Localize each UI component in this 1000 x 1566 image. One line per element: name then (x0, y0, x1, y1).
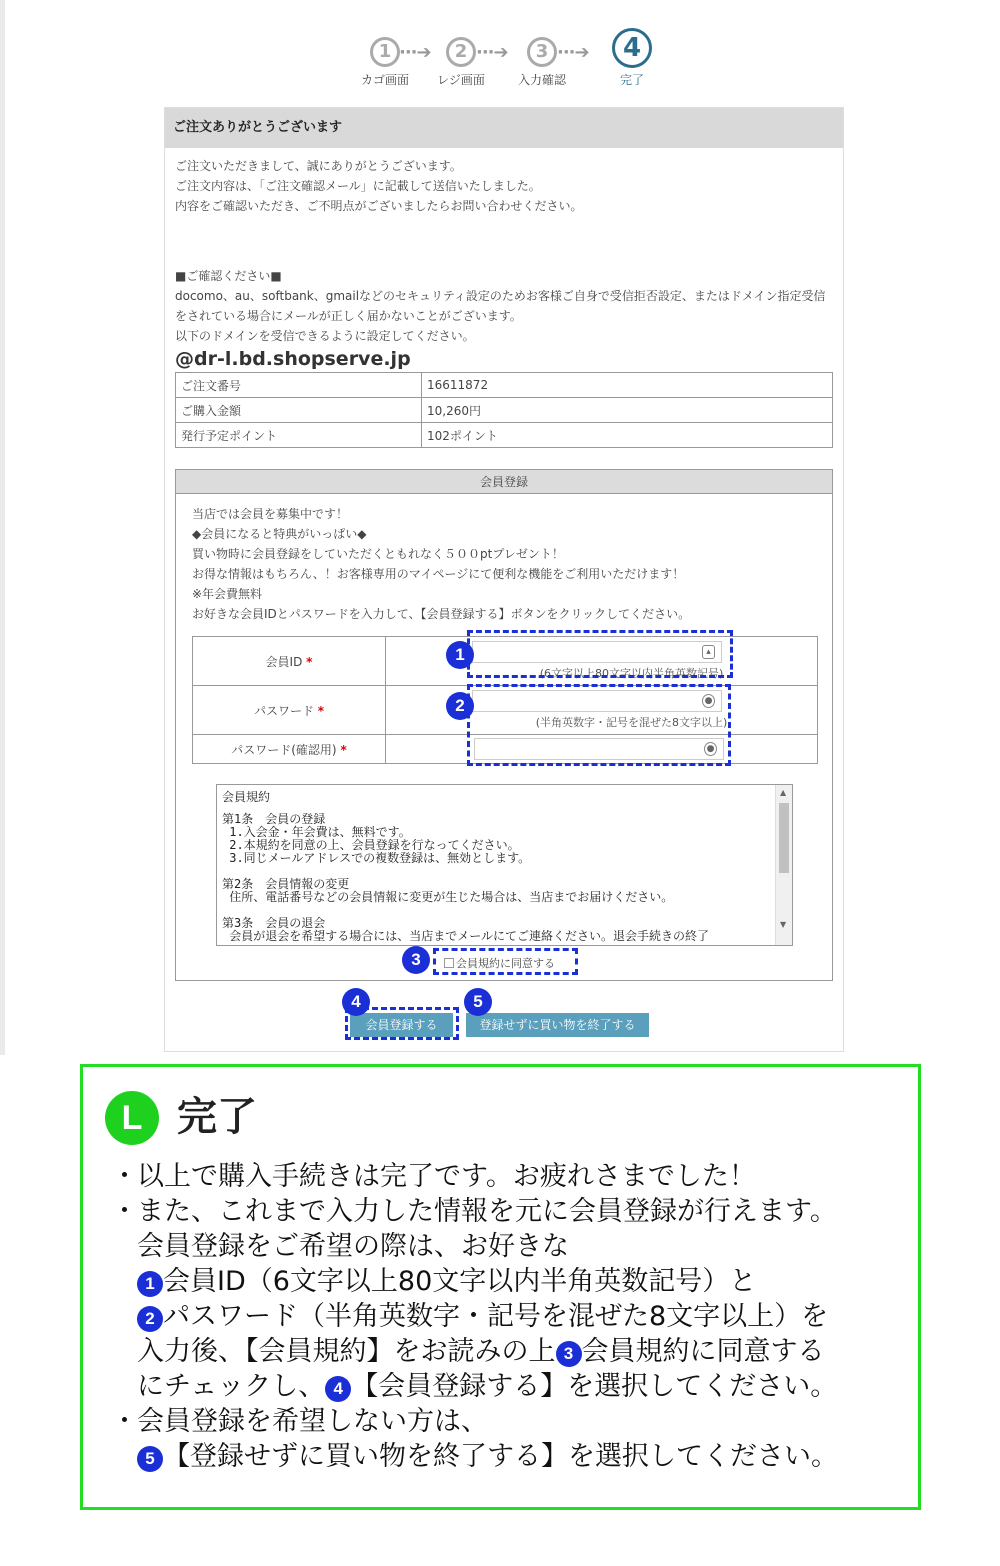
instruction-fragment: 会員規約に同意する (581, 1336, 825, 1367)
step-label: カゴ画面 (360, 73, 409, 87)
instruction-text: また、これまで入力した情報を元に会員登録が行えます。 (137, 1196, 837, 1227)
table-row (176, 423, 833, 448)
badge-2-inline: 2 (137, 1306, 163, 1332)
instruction-fragment: 会員ID（6文字以上80文字以内半角英数記号）と (163, 1266, 757, 1297)
agree-label: 会員規約に同意する (456, 957, 555, 970)
badge-4-inline: 4 (325, 1376, 351, 1402)
required-mark: * (317, 703, 325, 718)
step-arrow-icon: ···➔ (476, 42, 508, 63)
step-complete (602, 28, 662, 88)
badge-5: 5 (464, 988, 492, 1016)
notice-line: docomo、au、softbank、gmailなどのセキュリティ設定のためお客様ご自身で受信拒否設定、またはドメイン指定受信 (175, 289, 826, 303)
panel-title: ご注文ありがとうございます (165, 108, 843, 148)
label-text: パスワード (253, 703, 314, 718)
terms-scrollbar[interactable] (775, 785, 792, 945)
instruction-box (80, 1064, 921, 1510)
step-number: 3 (527, 37, 557, 67)
table-row (176, 373, 833, 398)
instruction-text: 会員登録を希望しない方は、 (137, 1406, 488, 1437)
order-complete-panel (164, 107, 844, 1052)
password-hint: (半角英数字・記号を混ぜた8文字以上) (535, 716, 728, 729)
table-row (176, 398, 833, 423)
intro-line: ご注文いただきまして、誠にありがとうございます。 (175, 159, 462, 173)
notice-line: をされている場合にメールが正しく届かないことがございます。 (175, 309, 522, 323)
required-mark: * (340, 742, 347, 757)
step-number: 2 (446, 37, 476, 67)
required-mark: * (306, 654, 313, 669)
registration-line: お好きな会員IDとパスワードを入力して、【会員登録する】ボタンをクリックしてください。 (192, 607, 691, 621)
step-number: 1 (370, 37, 400, 67)
instruction-fragment: 【会員登録する】を選択してください。 (351, 1371, 838, 1402)
badge-4: 4 (342, 988, 370, 1016)
registration-line: ◆会員になると特典がいっぱい◆ (192, 527, 367, 541)
highlight-member-id (467, 630, 733, 678)
notice-line: 以下のドメインを受信できるように設定してください。 (175, 329, 475, 343)
notice-line: ■ご確認ください■ (175, 269, 282, 283)
points-label: 発行予定ポイント (176, 423, 422, 448)
checkout-steps (355, 28, 675, 90)
instruction-item (111, 1404, 911, 1474)
badge-5-inline: 5 (137, 1446, 163, 1472)
instruction-fragment: にチェックし、 (137, 1371, 326, 1402)
points-value: 102ポイント (422, 423, 833, 448)
highlight-password (467, 684, 731, 766)
label-text: パスワード(確認用) (231, 742, 337, 757)
instruction-fragment: 【登録せずに買い物を終了する】を選択してください。 (163, 1441, 838, 1472)
instruction-text: 会員登録をご希望の際は、お好きな (137, 1231, 569, 1262)
instruction-text (137, 1439, 911, 1474)
instruction-body (111, 1159, 911, 1474)
password-label (193, 686, 386, 735)
member-id-hint: (6文字以上80文字以内半角英数記号) (539, 667, 724, 680)
step-arrow-icon: ···➔ (399, 42, 431, 63)
registration-line: お得な情報はもちろん、！お客様専用のマイページにて便利な機能をご利用いただけます！ (192, 567, 685, 581)
step-label: 完了 (619, 73, 644, 87)
notice-text (165, 266, 843, 346)
badge-3-inline: 3 (556, 1341, 582, 1367)
order-amount-label: ご購入金額 (176, 398, 422, 423)
order-number-label: ご注文番号 (176, 373, 422, 398)
page-left-edge (0, 0, 5, 1055)
step-l-icon: L (105, 1091, 159, 1145)
registration-description (176, 494, 832, 624)
registration-title: 会員登録 (176, 470, 832, 494)
instruction-text (137, 1299, 911, 1334)
registration-line: 買い物時に会員登録をしていただくともれなく５００ptプレゼント！ (192, 547, 564, 561)
bullet-mark: ・ (111, 1196, 138, 1227)
intro-line: ご注文内容は、「ご注文確認メール」に記載して送信いたしました。 (175, 179, 541, 193)
order-info-table (175, 372, 833, 448)
badge-1-inline: 1 (137, 1271, 163, 1297)
instruction-fragment: パスワード（半角英数字・記号を混ぜた8文字以上）を (163, 1301, 829, 1332)
terms-body: 第1条 会員の登録 1.入会金・年会費は、無料です。 2.本規約を同意の上、会員登録を行なってください。 3.同じメールアドレスでの複数登録は、無効とします。 第2条 会員情報の変更 住所、電話番号などの会員情報に変更が生じた場合は、当店までお届けください。 第3条 会員の退会 会員が退会を希望する場合には、当店までメールにてご連絡ください。退会手続きの終了 (222, 812, 709, 943)
instruction-item (111, 1159, 911, 1194)
intro-line: 内容をご確認いただき、ご不明点がございましたらお問い合わせください。 (175, 199, 583, 213)
label-text: 会員ID (265, 654, 303, 669)
scroll-up-icon[interactable]: ▲ (780, 788, 787, 797)
instruction-text: 以上で購入手続きは完了です。お疲れさまでした！ (137, 1161, 756, 1192)
scroll-thumb[interactable] (779, 803, 789, 873)
badge-2: 2 (446, 692, 474, 720)
highlight-agree (433, 948, 578, 975)
step-label: レジ画面 (437, 73, 485, 87)
registration-line: ※年会費無料 (192, 587, 263, 601)
instruction-text (137, 1334, 911, 1369)
step-arrow-icon: ···➔ (557, 42, 589, 63)
bullet-mark: ・ (111, 1406, 138, 1437)
terms-title: 会員規約 (222, 790, 271, 804)
order-amount-value: 10,260円 (422, 398, 833, 423)
terms-content (217, 785, 792, 943)
intro-text (165, 156, 843, 216)
order-number-value: 16611872 (422, 373, 833, 398)
registration-line: 当店では会員を募集中です！ (192, 507, 349, 521)
instruction-title: 完了 (177, 1094, 257, 1140)
key-icon: ● (702, 694, 715, 708)
bullet-mark: ・ (111, 1161, 138, 1192)
instruction-text (137, 1264, 911, 1299)
badge-3: 3 (402, 946, 430, 974)
scroll-down-icon[interactable]: ▼ (780, 920, 787, 929)
contact-card-icon: ▴ (702, 645, 715, 659)
instruction-text (137, 1369, 911, 1404)
instruction-fragment: 入力後、【会員規約】をお読みの上 (137, 1336, 556, 1367)
key-icon: ● (704, 742, 717, 756)
badge-1: 1 (446, 641, 474, 669)
member-id-label (193, 637, 386, 686)
instruction-item (111, 1194, 911, 1404)
mail-domain: @dr-l.bd.shopserve.jp (175, 348, 411, 370)
password-confirm-label (193, 735, 386, 764)
finish-without-register-button[interactable]: 登録せずに買い物を終了する (466, 1013, 649, 1037)
step-number: 4 (612, 28, 652, 68)
step-label: 入力確認 (517, 73, 566, 87)
register-button[interactable]: 会員登録する (350, 1013, 453, 1037)
terms-textarea[interactable] (216, 784, 793, 946)
